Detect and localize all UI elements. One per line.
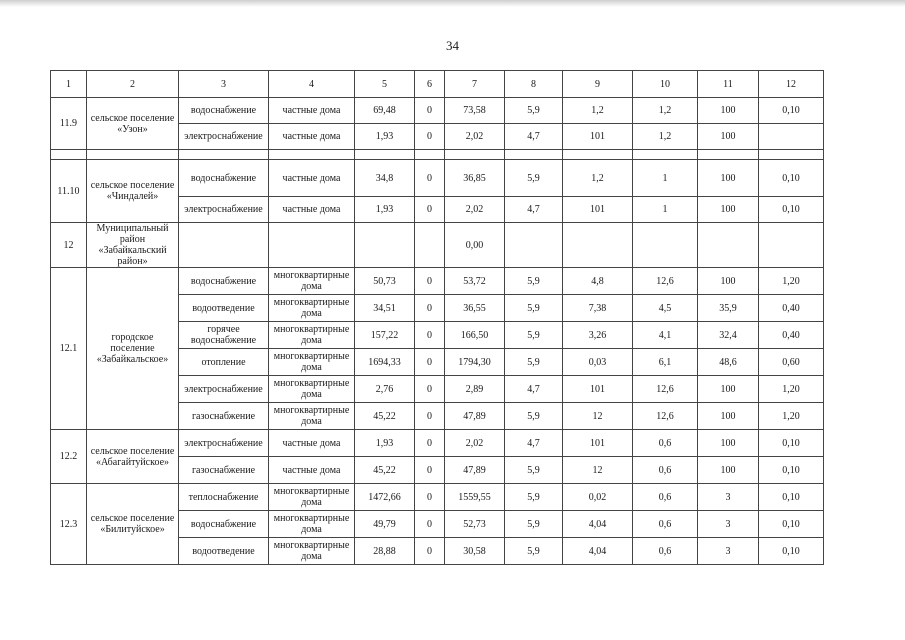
value-cell: 0,10 (759, 538, 824, 565)
column-number-header: 3 (179, 71, 269, 98)
value-cell: 100 (698, 124, 759, 150)
building-type-cell: частные дома (269, 197, 355, 223)
value-cell: 0 (415, 349, 445, 376)
value-cell: 32,4 (698, 322, 759, 349)
value-cell: 49,79 (355, 511, 415, 538)
utility-type-cell: водоснабжение (179, 268, 269, 295)
settlement-cell: сельское поселение «Узон» (87, 98, 179, 150)
row-number-cell: 12.1 (51, 268, 87, 430)
column-number-header: 2 (87, 71, 179, 98)
value-cell: 5,9 (505, 538, 563, 565)
value-cell: 47,89 (445, 457, 505, 484)
empty-cell (355, 150, 415, 160)
value-cell: 5,9 (505, 98, 563, 124)
utility-type-cell: электроснабжение (179, 197, 269, 223)
value-cell: 1,93 (355, 124, 415, 150)
utility-type-cell: водоснабжение (179, 98, 269, 124)
utility-type-cell: горячее водоснабжение (179, 322, 269, 349)
value-cell: 1,2 (563, 160, 633, 197)
empty-cell (698, 150, 759, 160)
value-cell: 36,85 (445, 160, 505, 197)
value-cell: 4,7 (505, 376, 563, 403)
settlement-cell: сельское поселение «Билитуйское» (87, 484, 179, 565)
value-cell: 52,73 (445, 511, 505, 538)
column-number-header: 7 (445, 71, 505, 98)
value-cell: 0 (415, 430, 445, 457)
value-cell: 2,89 (445, 376, 505, 403)
value-cell: 100 (698, 197, 759, 223)
building-type-cell: многоквартирные дома (269, 403, 355, 430)
building-type-cell (269, 223, 355, 268)
value-cell: 100 (698, 430, 759, 457)
building-type-cell: многоквартирные дома (269, 484, 355, 511)
settlement-cell: сельское поселение «Чиндалей» (87, 160, 179, 223)
value-cell: 0 (415, 197, 445, 223)
value-cell: 0,40 (759, 295, 824, 322)
utility-type-cell: отопление (179, 349, 269, 376)
value-cell: 7,38 (563, 295, 633, 322)
building-type-cell: многоквартирные дома (269, 322, 355, 349)
value-cell (698, 223, 759, 268)
value-cell (355, 223, 415, 268)
value-cell: 5,9 (505, 511, 563, 538)
row-number-cell: 11.10 (51, 160, 87, 223)
value-cell: 100 (698, 376, 759, 403)
value-cell: 100 (698, 403, 759, 430)
value-cell: 3 (698, 538, 759, 565)
value-cell: 101 (563, 197, 633, 223)
building-type-cell: частные дома (269, 98, 355, 124)
value-cell: 34,51 (355, 295, 415, 322)
value-cell: 2,02 (445, 197, 505, 223)
value-cell: 4,7 (505, 430, 563, 457)
value-cell: 4,5 (633, 295, 698, 322)
empty-cell (415, 150, 445, 160)
value-cell: 4,04 (563, 511, 633, 538)
building-type-cell: частные дома (269, 430, 355, 457)
value-cell: 0,02 (563, 484, 633, 511)
value-cell: 101 (563, 124, 633, 150)
value-cell: 0,60 (759, 349, 824, 376)
value-cell: 50,73 (355, 268, 415, 295)
value-cell: 45,22 (355, 457, 415, 484)
column-number-header: 1 (51, 71, 87, 98)
settlement-cell: Муниципальный район «Забайкальский район» (87, 223, 179, 268)
empty-cell (759, 150, 824, 160)
value-cell: 1,20 (759, 268, 824, 295)
value-cell: 1694,33 (355, 349, 415, 376)
value-cell: 0,10 (759, 160, 824, 197)
value-cell: 101 (563, 376, 633, 403)
value-cell: 0 (415, 376, 445, 403)
column-number-header: 11 (698, 71, 759, 98)
value-cell: 0,6 (633, 457, 698, 484)
value-cell: 0 (415, 268, 445, 295)
value-cell: 5,9 (505, 268, 563, 295)
value-cell: 0,6 (633, 538, 698, 565)
column-number-header: 6 (415, 71, 445, 98)
value-cell: 0,03 (563, 349, 633, 376)
value-cell: 166,50 (445, 322, 505, 349)
value-cell: 2,76 (355, 376, 415, 403)
column-number-header: 12 (759, 71, 824, 98)
value-cell: 1,93 (355, 430, 415, 457)
value-cell: 3 (698, 511, 759, 538)
value-cell: 0,10 (759, 484, 824, 511)
empty-cell (505, 150, 563, 160)
building-type-cell: многоквартирные дома (269, 295, 355, 322)
table-body (51, 71, 824, 565)
value-cell: 0 (415, 457, 445, 484)
value-cell: 0 (415, 124, 445, 150)
value-cell: 5,9 (505, 160, 563, 197)
value-cell: 5,9 (505, 349, 563, 376)
value-cell: 0,6 (633, 484, 698, 511)
value-cell: 5,9 (505, 484, 563, 511)
value-cell: 4,8 (563, 268, 633, 295)
value-cell: 100 (698, 160, 759, 197)
value-cell: 1472,66 (355, 484, 415, 511)
value-cell (415, 223, 445, 268)
value-cell (633, 223, 698, 268)
value-cell: 0,10 (759, 511, 824, 538)
building-type-cell: многоквартирные дома (269, 376, 355, 403)
value-cell: 0 (415, 484, 445, 511)
utility-type-cell: газоснабжение (179, 403, 269, 430)
value-cell: 1,2 (633, 98, 698, 124)
value-cell: 4,7 (505, 124, 563, 150)
table-row (51, 223, 824, 268)
utility-type-cell: газоснабжение (179, 457, 269, 484)
spacer-row (51, 150, 824, 160)
value-cell: 1,2 (633, 124, 698, 150)
row-number-cell: 12.3 (51, 484, 87, 565)
value-cell: 12,6 (633, 403, 698, 430)
value-cell: 53,72 (445, 268, 505, 295)
value-cell: 2,02 (445, 430, 505, 457)
value-cell: 0,6 (633, 430, 698, 457)
column-number-header: 8 (505, 71, 563, 98)
building-type-cell: многоквартирные дома (269, 268, 355, 295)
empty-cell (445, 150, 505, 160)
value-cell: 69,48 (355, 98, 415, 124)
utility-type-cell: электроснабжение (179, 124, 269, 150)
value-cell: 1,20 (759, 403, 824, 430)
empty-cell (51, 150, 87, 160)
building-type-cell: многоквартирные дома (269, 538, 355, 565)
column-number-header: 5 (355, 71, 415, 98)
value-cell: 2,02 (445, 124, 505, 150)
value-cell: 0 (415, 295, 445, 322)
utility-type-cell (179, 223, 269, 268)
page-number: 34 (446, 38, 459, 53)
value-cell: 73,58 (445, 98, 505, 124)
value-cell: 0 (415, 538, 445, 565)
row-number-cell: 12.2 (51, 430, 87, 484)
value-cell: 0,00 (445, 223, 505, 268)
value-cell: 0 (415, 511, 445, 538)
value-cell: 1,2 (563, 98, 633, 124)
utility-type-cell: водоснабжение (179, 511, 269, 538)
column-number-header: 4 (269, 71, 355, 98)
utility-type-cell: электроснабжение (179, 430, 269, 457)
utility-type-cell: водоснабжение (179, 160, 269, 197)
table-row (51, 484, 824, 511)
value-cell: 1 (633, 160, 698, 197)
value-cell: 12,6 (633, 376, 698, 403)
building-type-cell: частные дома (269, 457, 355, 484)
value-cell: 0,40 (759, 322, 824, 349)
value-cell: 0 (415, 98, 445, 124)
value-cell: 0,10 (759, 197, 824, 223)
value-cell: 100 (698, 98, 759, 124)
settlement-cell: сельское поселение «Абагайтуйское» (87, 430, 179, 484)
value-cell: 5,9 (505, 322, 563, 349)
value-cell: 6,1 (633, 349, 698, 376)
table-row (51, 98, 824, 124)
utility-type-cell: теплоснабжение (179, 484, 269, 511)
column-number-header: 9 (563, 71, 633, 98)
value-cell: 30,58 (445, 538, 505, 565)
value-cell: 1,93 (355, 197, 415, 223)
value-cell: 0 (415, 403, 445, 430)
value-cell: 0,10 (759, 430, 824, 457)
value-cell: 45,22 (355, 403, 415, 430)
page-top-edge (0, 0, 905, 7)
value-cell: 157,22 (355, 322, 415, 349)
value-cell: 12 (563, 457, 633, 484)
table-row (51, 268, 824, 295)
value-cell: 100 (698, 268, 759, 295)
value-cell: 12 (563, 403, 633, 430)
value-cell (759, 124, 824, 150)
column-number-header: 10 (633, 71, 698, 98)
value-cell: 1559,55 (445, 484, 505, 511)
empty-cell (269, 150, 355, 160)
empty-cell (179, 150, 269, 160)
data-table (50, 70, 824, 565)
value-cell: 5,9 (505, 457, 563, 484)
utility-type-cell: водоотведение (179, 538, 269, 565)
value-cell: 47,89 (445, 403, 505, 430)
table-row (51, 430, 824, 457)
value-cell: 4,1 (633, 322, 698, 349)
value-cell (759, 223, 824, 268)
value-cell: 12,6 (633, 268, 698, 295)
building-type-cell: частные дома (269, 160, 355, 197)
table-row (51, 160, 824, 197)
value-cell: 3,26 (563, 322, 633, 349)
value-cell: 1794,30 (445, 349, 505, 376)
empty-cell (633, 150, 698, 160)
value-cell (563, 223, 633, 268)
building-type-cell: многоквартирные дома (269, 511, 355, 538)
value-cell: 28,88 (355, 538, 415, 565)
value-cell: 34,8 (355, 160, 415, 197)
value-cell: 36,55 (445, 295, 505, 322)
settlement-cell: городское поселение «Забайкальское» (87, 268, 179, 430)
value-cell: 48,6 (698, 349, 759, 376)
empty-cell (87, 150, 179, 160)
value-cell: 5,9 (505, 403, 563, 430)
value-cell: 1,20 (759, 376, 824, 403)
value-cell: 35,9 (698, 295, 759, 322)
value-cell: 0,10 (759, 457, 824, 484)
value-cell: 3 (698, 484, 759, 511)
value-cell: 5,9 (505, 295, 563, 322)
row-number-cell: 12 (51, 223, 87, 268)
table-header-row (51, 71, 824, 98)
utility-type-cell: электроснабжение (179, 376, 269, 403)
building-type-cell: многоквартирные дома (269, 349, 355, 376)
value-cell: 1 (633, 197, 698, 223)
value-cell: 100 (698, 457, 759, 484)
value-cell: 4,7 (505, 197, 563, 223)
utility-type-cell: водоотведение (179, 295, 269, 322)
row-number-cell: 11.9 (51, 98, 87, 150)
value-cell: 4,04 (563, 538, 633, 565)
building-type-cell: частные дома (269, 124, 355, 150)
value-cell: 0 (415, 160, 445, 197)
value-cell (505, 223, 563, 268)
value-cell: 101 (563, 430, 633, 457)
value-cell: 0,10 (759, 98, 824, 124)
empty-cell (563, 150, 633, 160)
value-cell: 0,6 (633, 511, 698, 538)
value-cell: 0 (415, 322, 445, 349)
